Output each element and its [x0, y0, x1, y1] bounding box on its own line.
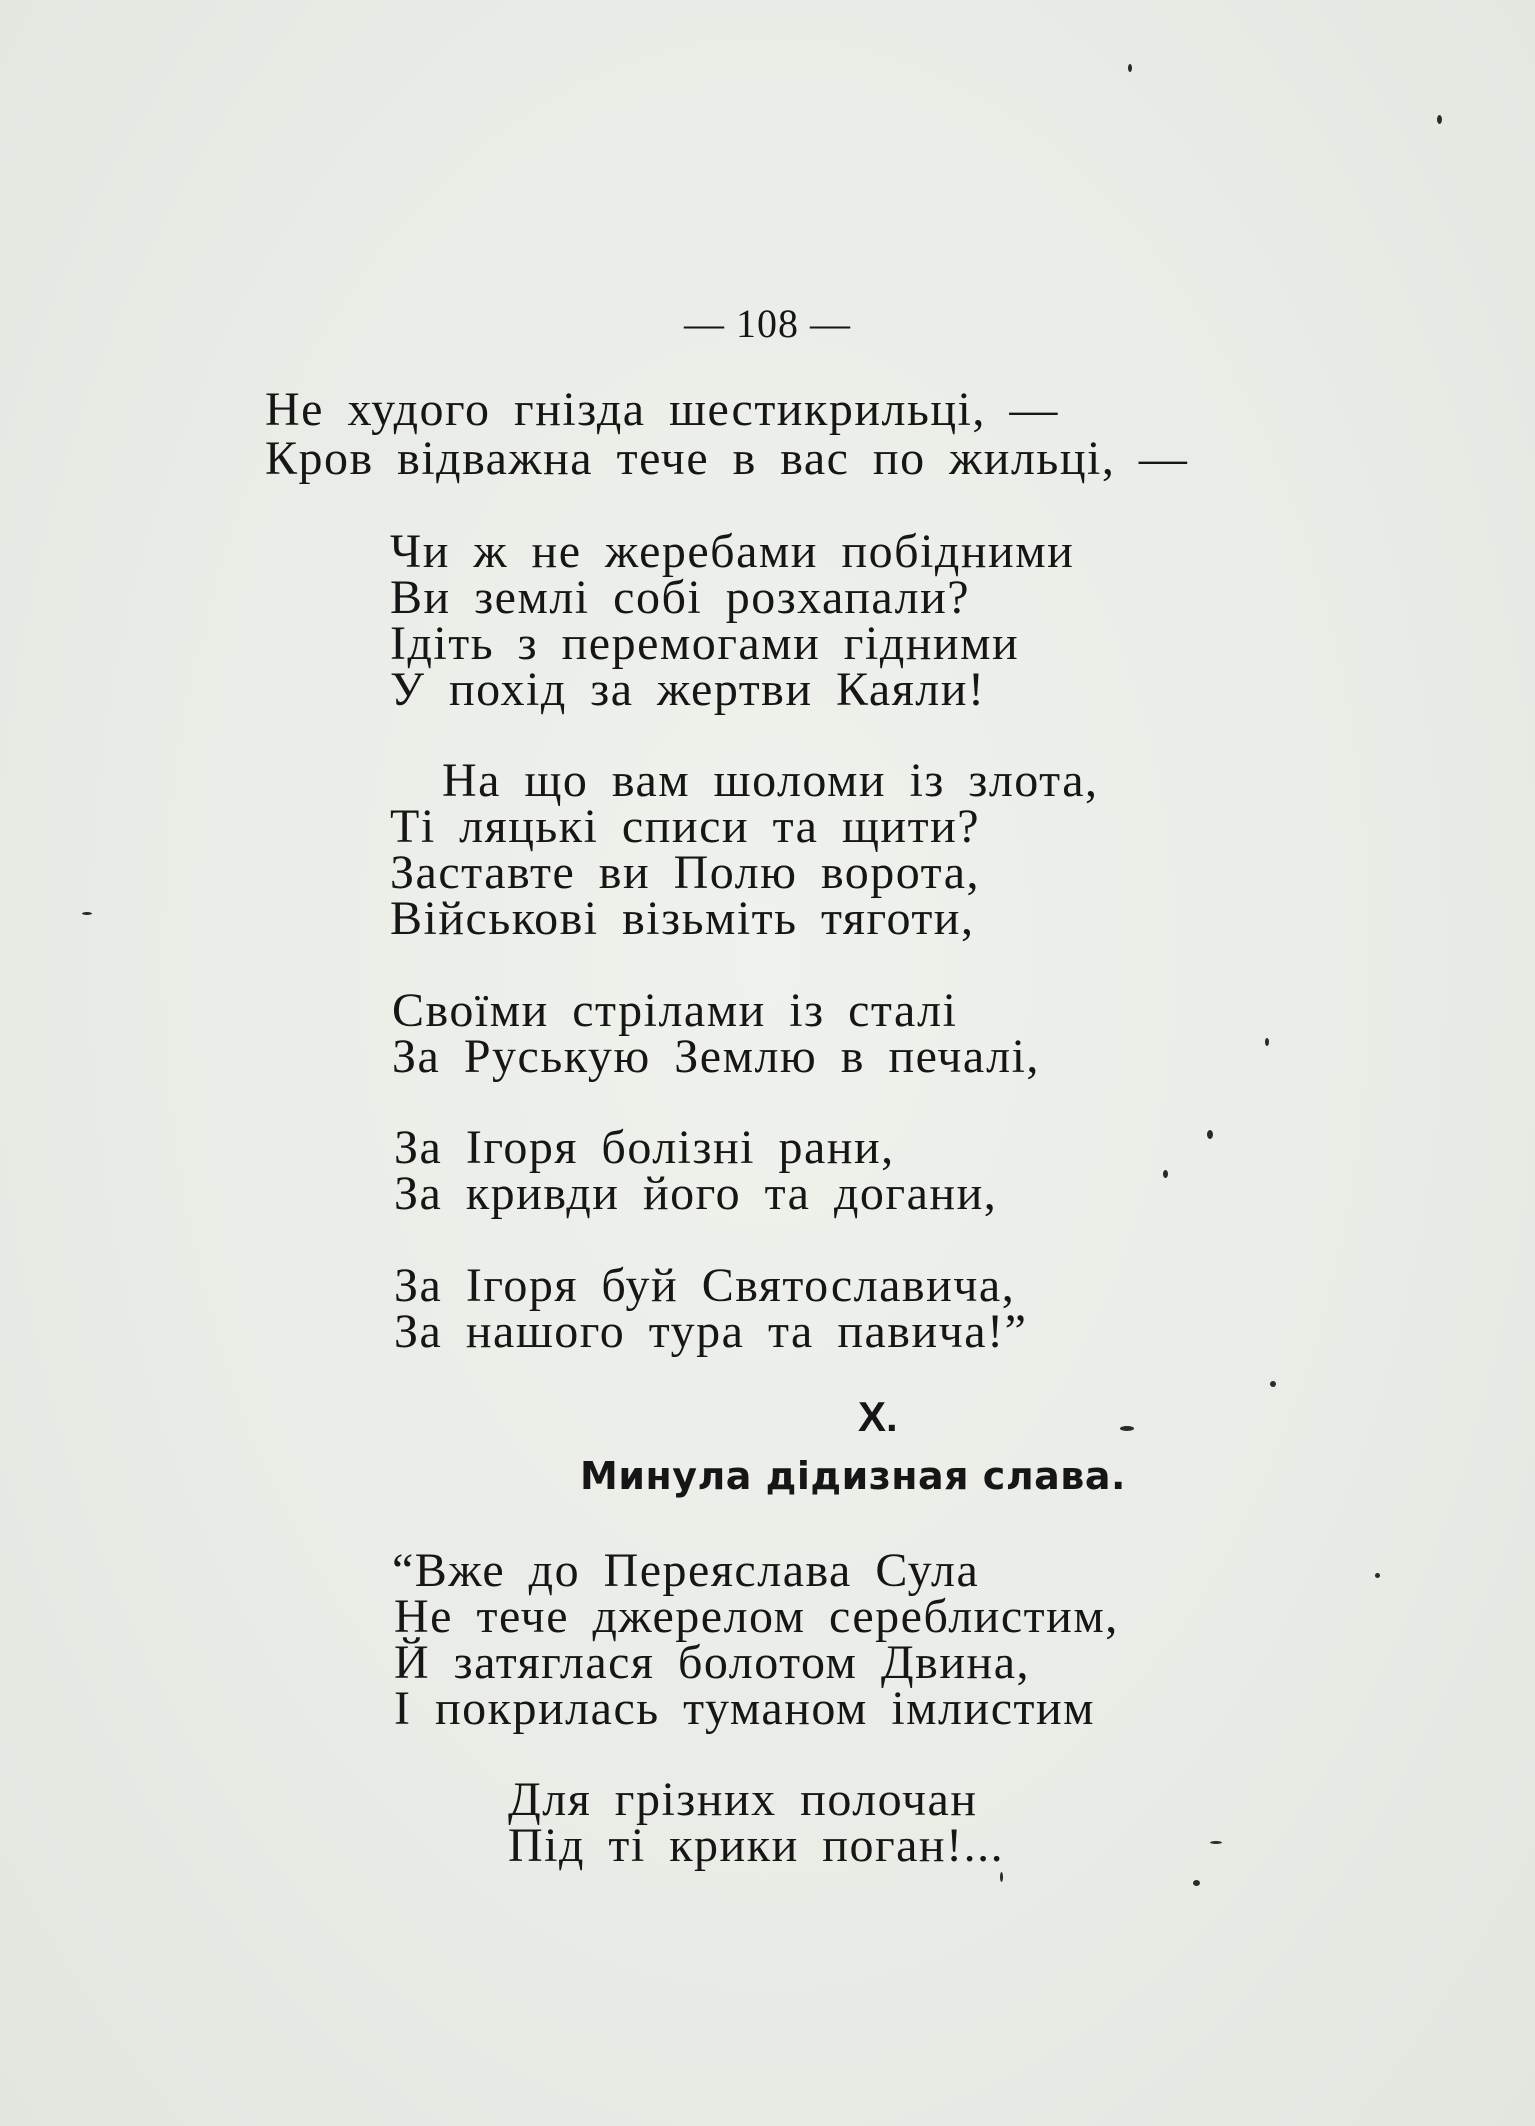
poem-line: За Ігоря буй Святославича,	[394, 1259, 1016, 1312]
print-speck	[1437, 115, 1442, 124]
poem-line: Своїми стрілами із сталі	[392, 984, 958, 1037]
poem-line: Заставте ви Полю ворота,	[390, 846, 981, 899]
poem-line: За Руськую Землю в печалі,	[392, 1030, 1040, 1083]
print-speck	[82, 912, 92, 915]
poem-line: Ті ляцькі списи та щити?	[390, 800, 981, 853]
page-number: — 108 —	[684, 301, 851, 346]
poem-line: Не тече джерелом сереблистим,	[394, 1590, 1119, 1643]
poem-line: Для грізних полочан	[508, 1773, 978, 1826]
poem-line: На що вам шоломи із злота,	[442, 754, 1099, 807]
poem-line: За кривди його та догани,	[394, 1167, 998, 1220]
print-speck	[1120, 1426, 1134, 1431]
print-speck	[1163, 1170, 1168, 1178]
print-speck	[1210, 1841, 1222, 1844]
poem-line: Ви землі собі розхапали?	[390, 571, 971, 624]
poem-line: Чи ж не жеребами побідними	[390, 525, 1075, 578]
section-title: Минула дідизная слава.	[580, 1454, 1126, 1498]
poem-line: Під ті крики поган!...	[508, 1819, 1005, 1872]
section-numeral: X.	[858, 1393, 898, 1440]
print-speck	[1265, 1038, 1269, 1046]
poem-line: Військові візьміть тяготи,	[390, 892, 975, 945]
print-speck	[1270, 1381, 1276, 1387]
print-speck	[1000, 1872, 1003, 1882]
print-speck	[1207, 1130, 1213, 1139]
print-speck	[1375, 1573, 1380, 1578]
poem-line: У похід за жертви Каяли!	[390, 663, 986, 716]
poem-line: За нашого тура та павича!”	[394, 1305, 1028, 1358]
poem-line: І покрилась туманом імлистим	[394, 1682, 1096, 1735]
print-speck	[1193, 1880, 1200, 1886]
poem-line: Не худого гнізда шестикрильці, —	[265, 383, 1059, 436]
poem-line: Кров відважна тече в вас по жильці, —	[265, 432, 1189, 485]
print-speck	[1128, 64, 1132, 72]
poem-line: Й затяглася болотом Двина,	[394, 1636, 1030, 1689]
poem-line: Ідіть з перемогами гідними	[390, 617, 1020, 670]
poem-line: За Ігоря болізні рани,	[394, 1121, 895, 1174]
poem-line: “Вже до Переяслава Сула	[392, 1544, 980, 1597]
